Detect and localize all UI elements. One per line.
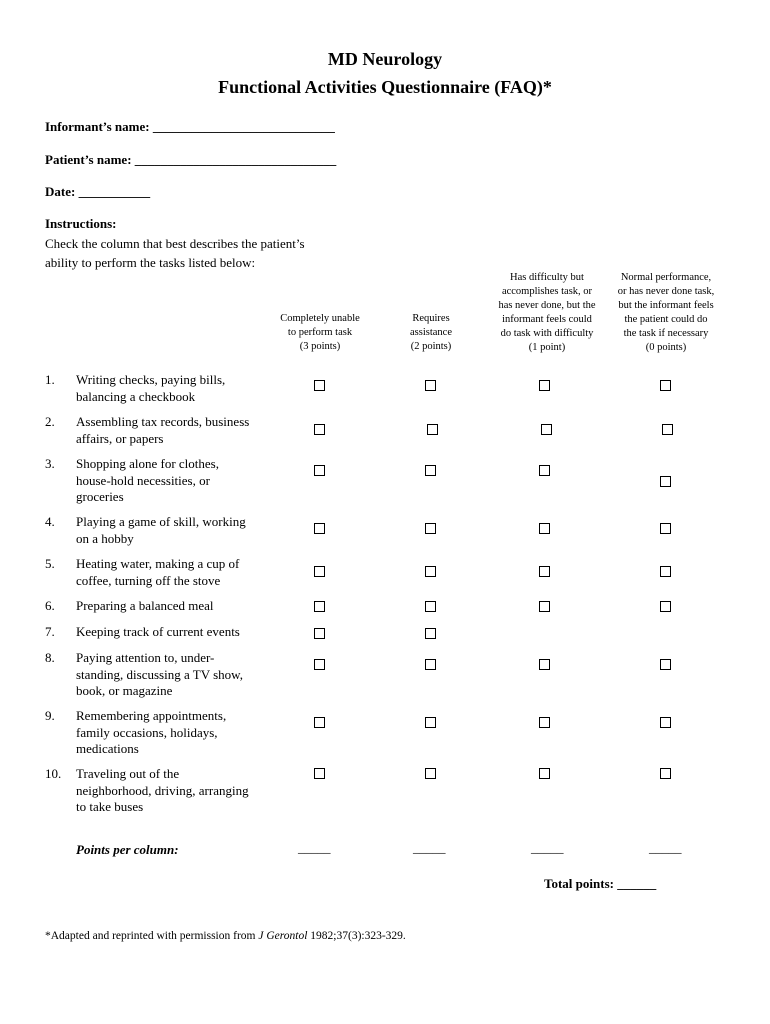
checkbox-item1-difficulty[interactable] bbox=[539, 380, 550, 391]
item-task-line: medications bbox=[76, 741, 139, 756]
item-task-line: book, or magazine bbox=[76, 683, 173, 698]
instructions-line-2: ability to perform the tasks listed below: bbox=[45, 255, 256, 270]
item-task-line: Remembering appointments, bbox=[76, 708, 227, 723]
item-number: 3. bbox=[45, 456, 55, 471]
item-number: 6. bbox=[45, 598, 55, 613]
item-task-line: Writing checks, paying bills, bbox=[76, 372, 226, 387]
checkbox-item4-difficulty[interactable] bbox=[539, 523, 550, 534]
date-field[interactable]: Date: ___________ bbox=[45, 184, 151, 199]
item-task-line: Preparing a balanced meal bbox=[76, 598, 214, 613]
item-task-line: neighborhood, driving, arranging bbox=[76, 782, 249, 798]
item-number: 4. bbox=[45, 514, 55, 529]
column-header-line: assistance bbox=[410, 327, 452, 338]
checkbox-item2-unable[interactable] bbox=[314, 424, 325, 435]
column-header-line: the task if necessary bbox=[623, 328, 709, 339]
item-task-line: groceries bbox=[76, 489, 124, 504]
checkbox-item10-difficulty[interactable] bbox=[539, 768, 550, 779]
column-header-difficulty bbox=[487, 271, 607, 355]
checkbox-item4-unable[interactable] bbox=[314, 523, 325, 534]
column-header-line: but the informant feels bbox=[618, 300, 714, 311]
column-header-line: or has never done task, bbox=[617, 286, 715, 297]
checkbox-item9-unable[interactable] bbox=[314, 717, 325, 728]
checkbox-item8-difficulty[interactable] bbox=[539, 659, 550, 670]
instructions-heading: Instructions: bbox=[45, 216, 117, 231]
item-task-line: on a hobby bbox=[76, 530, 134, 546]
checkbox-item3-assistance[interactable] bbox=[425, 465, 436, 476]
column-header-line: Normal performance, bbox=[620, 272, 712, 283]
points-blank-unable[interactable]: _____ bbox=[298, 840, 331, 855]
item-task-line: family occasions, holidays, bbox=[76, 724, 218, 740]
total-points-field[interactable]: Total points: ______ bbox=[544, 876, 657, 891]
item-task-8 bbox=[76, 650, 271, 700]
column-header-unable bbox=[265, 312, 375, 354]
checkbox-item9-difficulty[interactable] bbox=[539, 717, 550, 728]
column-header-line: Has difficulty but bbox=[510, 272, 584, 283]
checkbox-item3-normal[interactable] bbox=[660, 476, 671, 487]
item-task-2 bbox=[76, 414, 271, 447]
checkbox-item10-normal[interactable] bbox=[660, 768, 671, 779]
checkbox-item6-assistance[interactable] bbox=[425, 601, 436, 612]
checkbox-item5-assistance[interactable] bbox=[425, 566, 436, 577]
column-header-line: (1 point) bbox=[528, 342, 566, 353]
checkbox-item5-difficulty[interactable] bbox=[539, 566, 550, 577]
item-task-4 bbox=[76, 514, 271, 547]
item-task-line: Playing a game of skill, working bbox=[76, 514, 246, 529]
checkbox-item1-assistance[interactable] bbox=[425, 380, 436, 391]
checkbox-item9-normal[interactable] bbox=[660, 717, 671, 728]
column-header-assistance bbox=[386, 312, 476, 354]
checkbox-item2-assistance[interactable] bbox=[427, 424, 438, 435]
item-number: 2. bbox=[45, 414, 55, 429]
item-task-line: Assembling tax records, business bbox=[76, 414, 250, 429]
checkbox-item7-unable[interactable] bbox=[314, 628, 325, 639]
column-header-line: (2 points) bbox=[410, 341, 452, 352]
item-task-7 bbox=[76, 624, 271, 641]
item-task-line: standing, discussing a TV show, bbox=[76, 666, 243, 682]
checkbox-item1-unable[interactable] bbox=[314, 380, 325, 391]
column-header-line: do task with difficulty bbox=[500, 328, 594, 339]
checkbox-item3-unable[interactable] bbox=[314, 465, 325, 476]
item-task-line: balancing a checkbook bbox=[76, 388, 196, 404]
column-header-line: informant feels could bbox=[502, 314, 592, 325]
column-header-line: (0 points) bbox=[645, 342, 687, 353]
column-header-line: accomplishes task, or bbox=[501, 286, 593, 297]
form-title: MD Neurology bbox=[327, 49, 443, 69]
item-task-line: Paying attention to, under- bbox=[76, 650, 215, 665]
column-header-line: to perform task bbox=[287, 327, 353, 338]
checkbox-item5-unable[interactable] bbox=[314, 566, 325, 577]
checkbox-item4-normal[interactable] bbox=[660, 523, 671, 534]
checkbox-item6-normal[interactable] bbox=[660, 601, 671, 612]
checkbox-item6-unable[interactable] bbox=[314, 601, 325, 612]
checkbox-item6-difficulty[interactable] bbox=[539, 601, 550, 612]
points-per-column-label: Points per column: bbox=[76, 842, 179, 857]
item-task-line: house-hold necessities, or bbox=[76, 472, 210, 488]
checkbox-item2-difficulty[interactable] bbox=[541, 424, 552, 435]
points-blank-difficulty[interactable]: _____ bbox=[531, 840, 564, 855]
checkbox-item8-normal[interactable] bbox=[660, 659, 671, 670]
form-subtitle: Functional Activities Questionnaire (FAQ)* bbox=[218, 77, 552, 97]
checkbox-item5-normal[interactable] bbox=[660, 566, 671, 577]
item-task-9 bbox=[76, 708, 271, 758]
item-task-line: coffee, turning off the stove bbox=[76, 572, 221, 588]
item-number: 9. bbox=[45, 708, 55, 723]
checkbox-item10-assistance[interactable] bbox=[425, 768, 436, 779]
column-header-line: Requires bbox=[412, 313, 450, 324]
checkbox-item8-assistance[interactable] bbox=[425, 659, 436, 670]
item-task-6 bbox=[76, 598, 271, 615]
checkbox-item3-difficulty[interactable] bbox=[539, 465, 550, 476]
checkbox-item2-normal[interactable] bbox=[662, 424, 673, 435]
points-blank-normal[interactable]: _____ bbox=[649, 840, 682, 855]
item-task-line: to take buses bbox=[76, 799, 144, 814]
item-task-line: Traveling out of the bbox=[76, 766, 180, 781]
checkbox-item4-assistance[interactable] bbox=[425, 523, 436, 534]
item-task-5 bbox=[76, 556, 271, 589]
column-header-normal bbox=[606, 271, 726, 355]
item-task-10 bbox=[76, 766, 271, 816]
citation-note bbox=[45, 930, 406, 942]
checkbox-item1-normal[interactable] bbox=[660, 380, 671, 391]
item-task-3 bbox=[76, 456, 271, 506]
checkbox-item9-assistance[interactable] bbox=[425, 717, 436, 728]
item-number: 10. bbox=[45, 766, 62, 781]
item-task-line: Shopping alone for clothes, bbox=[76, 456, 219, 471]
points-blank-assistance[interactable]: _____ bbox=[413, 840, 446, 855]
item-task-line: affairs, or papers bbox=[76, 430, 164, 446]
item-task-line: Keeping track of current events bbox=[76, 624, 240, 639]
item-number: 1. bbox=[45, 372, 55, 387]
patient-name-field[interactable]: Patient’s name: _______________________________ bbox=[45, 152, 337, 167]
item-number: 7. bbox=[45, 624, 55, 639]
checkbox-item8-unable[interactable] bbox=[314, 659, 325, 670]
column-header-line: Completely unable bbox=[280, 313, 360, 324]
citation-prefix: *Adapted and reprinted with permission from bbox=[45, 930, 259, 942]
checkbox-item7-assistance[interactable] bbox=[425, 628, 436, 639]
citation-suffix: 1982;37(3):323-329. bbox=[307, 930, 406, 942]
item-number: 8. bbox=[45, 650, 55, 665]
column-header-line: the patient could do bbox=[624, 314, 708, 325]
item-number: 5. bbox=[45, 556, 55, 571]
column-header-line: has never done, but the bbox=[498, 300, 596, 311]
informant-name-field[interactable]: Informant’s name: ____________________________ bbox=[45, 119, 335, 134]
instructions-line-1: Check the column that best describes the patient’s bbox=[45, 236, 305, 251]
item-task-line: Heating water, making a cup of bbox=[76, 556, 240, 571]
citation-journal: J Gerontol bbox=[258, 930, 308, 942]
item-task-1 bbox=[76, 372, 271, 405]
checkbox-item10-unable[interactable] bbox=[314, 768, 325, 779]
column-header-line: (3 points) bbox=[299, 341, 341, 352]
